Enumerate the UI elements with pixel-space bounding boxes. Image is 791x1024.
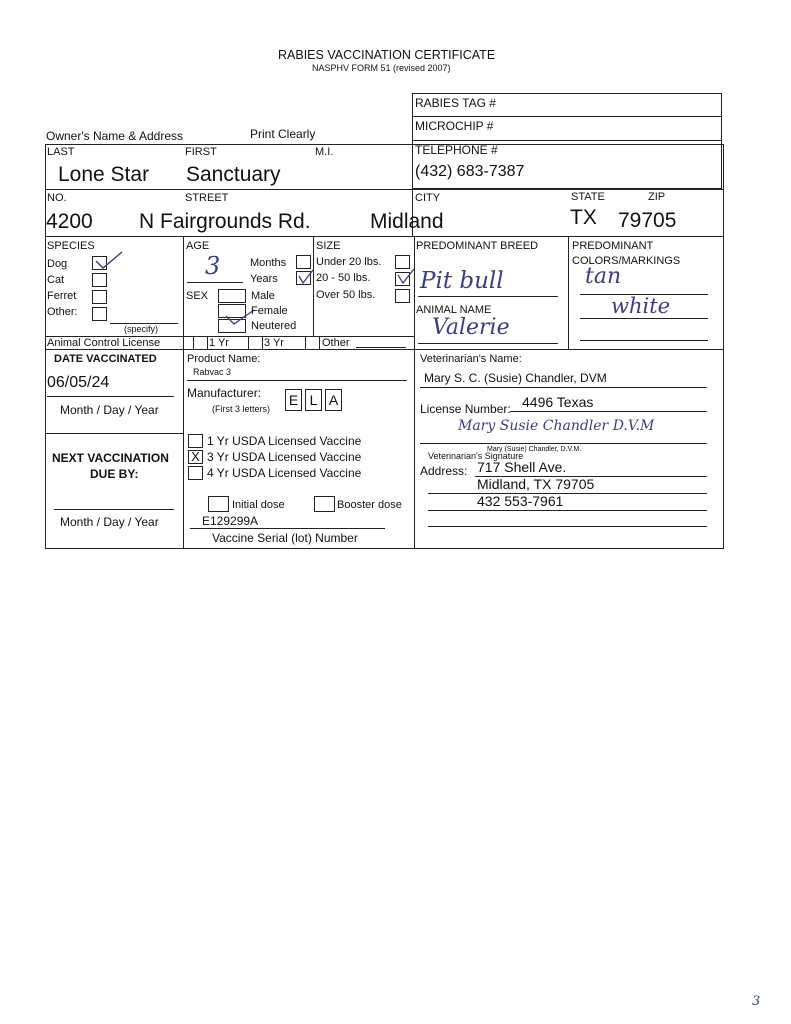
next-vaccination-label: NEXT VACCINATION — [52, 451, 169, 465]
microchip-label: MICROCHIP # — [415, 119, 494, 133]
age-value: 3 — [205, 252, 221, 280]
species-cat-checkbox[interactable] — [92, 273, 107, 287]
manufacturer-hint: (First 3 letters) — [212, 404, 271, 414]
color-value-2: white — [611, 294, 671, 318]
license-number-value: 4496 Texas — [522, 394, 594, 410]
corner-page-mark: 3 — [752, 994, 761, 1009]
acl-other-label: Other — [322, 337, 350, 349]
form-subtitle: NASPHV FORM 51 (revised 2007) — [312, 63, 451, 73]
serial-number-value: E129299A — [202, 514, 259, 528]
date-vaccinated-format: Month / Day / Year — [60, 403, 159, 417]
no-label: NO. — [47, 192, 67, 204]
mi-label: M.I. — [315, 146, 334, 158]
zip-value: 79705 — [618, 209, 677, 232]
vaccine-4yr-label: 4 Yr USDA Licensed Vaccine — [207, 466, 362, 480]
street-number-value: 4200 — [46, 210, 93, 233]
vaccine-3yr-label: 3 Yr USDA Licensed Vaccine — [207, 450, 362, 464]
initial-dose-label: Initial dose — [232, 499, 285, 511]
certificate-title: RABIES VACCINATION CERTIFICATE — [278, 48, 496, 62]
sex-female-label: Female — [251, 305, 288, 317]
telephone-label: TELEPHONE # — [415, 143, 498, 157]
sex-male-checkbox[interactable] — [218, 289, 246, 303]
owner-section-label: Owner's Name & Address — [46, 129, 184, 143]
vet-name-value: Mary S. C. (Susie) Chandler, DVM — [424, 371, 607, 385]
size-under20-label: Under 20 lbs. — [316, 256, 382, 268]
sex-label: SEX — [186, 290, 209, 302]
animal-control-license-label: Animal Control License — [47, 337, 161, 349]
specify-label: (specify) — [124, 324, 159, 334]
years-label: Years — [250, 273, 278, 285]
vet-address-line2: Midland, TX 79705 — [477, 476, 595, 492]
months-checkbox[interactable] — [296, 255, 311, 269]
years-checkmark-icon — [296, 268, 316, 286]
city-label: CITY — [415, 192, 441, 204]
date-vaccinated-label: DATE VACCINATED — [54, 353, 157, 365]
acl-3yr-label: 3 Yr — [264, 337, 284, 349]
acl-3yr-checkbox[interactable] — [248, 336, 263, 350]
vaccine-1yr-checkbox[interactable] — [188, 434, 203, 448]
colors-label-line2: COLORS/MARKINGS — [572, 255, 681, 267]
manufacturer-letter-2: L — [305, 389, 322, 411]
print-clearly-label: Print Clearly — [250, 127, 316, 141]
street-value: N Fairgrounds Rd. — [139, 210, 311, 233]
vet-signature-handwritten: Mary Susie Chandler D.V.M — [458, 418, 655, 434]
species-dog: Dog — [47, 258, 68, 270]
initial-dose-checkbox[interactable] — [208, 496, 229, 512]
vaccine-1yr-label: 1 Yr USDA Licensed Vaccine — [207, 434, 362, 448]
age-label: AGE — [186, 240, 210, 252]
breed-label: PREDOMINANT BREED — [416, 240, 539, 252]
last-name-value: Lone Star — [58, 163, 150, 186]
vet-signature-label: Veterinarian's Signature — [428, 451, 524, 461]
first-name-value: Sanctuary — [186, 163, 281, 186]
vet-address-line1: 717 Shell Ave. — [477, 459, 567, 475]
rabies-tag-label: RABIES TAG # — [415, 96, 496, 110]
vet-name-label: Veterinarian's Name: — [420, 353, 522, 365]
size-checkmark-icon — [395, 267, 417, 287]
vaccine-4yr-checkbox[interactable] — [188, 466, 203, 480]
color-value-1: tan — [585, 264, 622, 289]
license-number-label: License Number: — [420, 402, 511, 416]
next-vaccination-due-label: DUE BY: — [90, 467, 139, 481]
animal-name-value: Valerie — [432, 315, 510, 340]
species-other-checkbox[interactable] — [92, 307, 107, 321]
vet-address-label: Address: — [420, 464, 468, 478]
vet-signature-stamp: Mary (Susie) Chandler, D.V.M. — [487, 446, 582, 453]
acl-1yr-label: 1 Yr — [209, 337, 229, 349]
vet-phone: 432 553-7961 — [477, 493, 564, 509]
telephone-value: (432) 683-7387 — [415, 163, 525, 180]
dog-checkmark-icon — [92, 249, 126, 273]
product-name-value: Rabvac 3 — [193, 367, 232, 377]
manufacturer-label: Manufacturer: — [187, 386, 262, 400]
acl-other-checkbox[interactable] — [305, 336, 320, 350]
acl-1yr-checkbox[interactable] — [193, 336, 208, 350]
serial-number-label: Vaccine Serial (lot) Number — [212, 531, 358, 545]
species-ferret: Ferret — [47, 290, 77, 302]
city-value: Midland — [370, 210, 444, 233]
vaccine-3yr-checkbox[interactable]: X — [188, 450, 203, 464]
zip-label: ZIP — [648, 191, 666, 203]
next-vaccination-format: Month / Day / Year — [60, 515, 159, 529]
species-other: Other: — [47, 306, 78, 318]
breed-value: Pit bull — [420, 268, 504, 294]
last-label: LAST — [47, 146, 75, 158]
state-value: TX — [570, 206, 597, 229]
date-vaccinated-value: 06/05/24 — [47, 374, 110, 391]
species-cat: Cat — [47, 274, 65, 286]
first-label: FIRST — [185, 146, 217, 158]
size-label: SIZE — [316, 240, 341, 252]
months-label: Months — [250, 257, 287, 269]
product-name-label: Product Name: — [187, 353, 261, 365]
booster-dose-label: Booster dose — [337, 499, 402, 511]
species-label: SPECIES — [47, 240, 95, 252]
booster-dose-checkbox[interactable] — [314, 496, 335, 512]
size-20-50-label: 20 - 50 lbs. — [316, 272, 371, 284]
sex-neutered-label: Neutered — [251, 320, 297, 332]
colors-label-line1: PREDOMINANT — [572, 240, 654, 252]
manufacturer-letter-1: E — [285, 389, 302, 411]
manufacturer-letter-3: A — [325, 389, 342, 411]
street-label: STREET — [185, 192, 229, 204]
animal-name-label: ANIMAL NAME — [416, 304, 492, 316]
size-over50-checkbox[interactable] — [395, 289, 410, 303]
state-label: STATE — [571, 191, 605, 203]
species-ferret-checkbox[interactable] — [92, 290, 107, 304]
size-over50-label: Over 50 lbs. — [316, 289, 376, 301]
sex-male-label: Male — [251, 290, 275, 302]
